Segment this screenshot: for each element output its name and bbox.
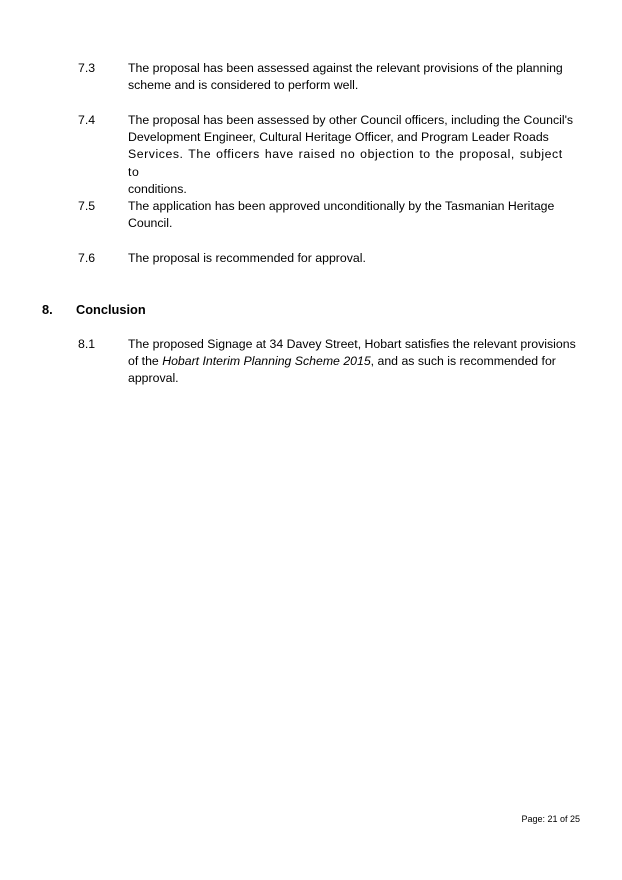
clause-text xyxy=(128,112,578,198)
clause-text xyxy=(128,60,578,94)
clause-number: 7.5 xyxy=(78,199,96,213)
clause-7-4 xyxy=(78,112,578,198)
clause-7-5 xyxy=(78,198,578,232)
clause-text-segment: of the xyxy=(128,354,163,369)
clause-7-6 xyxy=(78,250,578,267)
planning-scheme-title: Hobart Interim Planning Scheme 2015 xyxy=(162,354,371,369)
clause-line: The proposal has been assessed against the relevant provisions of the planning xyxy=(128,61,563,75)
clause-line: scheme and is considered to perform well. xyxy=(128,78,359,93)
page-number: Page: 21 of 25 xyxy=(521,814,580,824)
clause-number: 8.1 xyxy=(78,337,96,351)
clause-number: 7.6 xyxy=(78,251,96,265)
clause-text-segment: , and as such is recommended for xyxy=(370,354,556,369)
clause-line: The proposal is recommended for approval. xyxy=(128,251,366,265)
clause-text xyxy=(128,198,578,232)
clause-line: The application has been approved unconditionally by the Tasmanian Heritage xyxy=(128,199,555,213)
clause-line: Development Engineer, Cultural Heritage Officer, and Program Leader Roads xyxy=(128,130,549,145)
clause-line: The proposed Signage at 34 Davey Street, Hobart satisfies the relevant provisions xyxy=(128,337,576,351)
clause-number: 7.4 xyxy=(78,113,96,127)
clause-line: Services. The officers have raised no objection to the proposal, subject to xyxy=(128,147,563,179)
section-number: 8. xyxy=(42,302,53,317)
clause-line: approval. xyxy=(128,371,179,386)
clause-number: 7.3 xyxy=(78,61,96,75)
clause-text xyxy=(128,250,578,267)
clause-line: conditions. xyxy=(128,181,187,196)
clause-line xyxy=(128,353,578,370)
clause-line: Council. xyxy=(128,216,173,231)
clause-text xyxy=(128,336,578,388)
clause-7-3 xyxy=(78,60,578,94)
clause-8-1 xyxy=(78,336,578,388)
clause-line: The proposal has been assessed by other Council officers, including the Council's xyxy=(128,113,574,127)
section-title: Conclusion xyxy=(76,302,146,317)
section-heading xyxy=(42,301,146,318)
